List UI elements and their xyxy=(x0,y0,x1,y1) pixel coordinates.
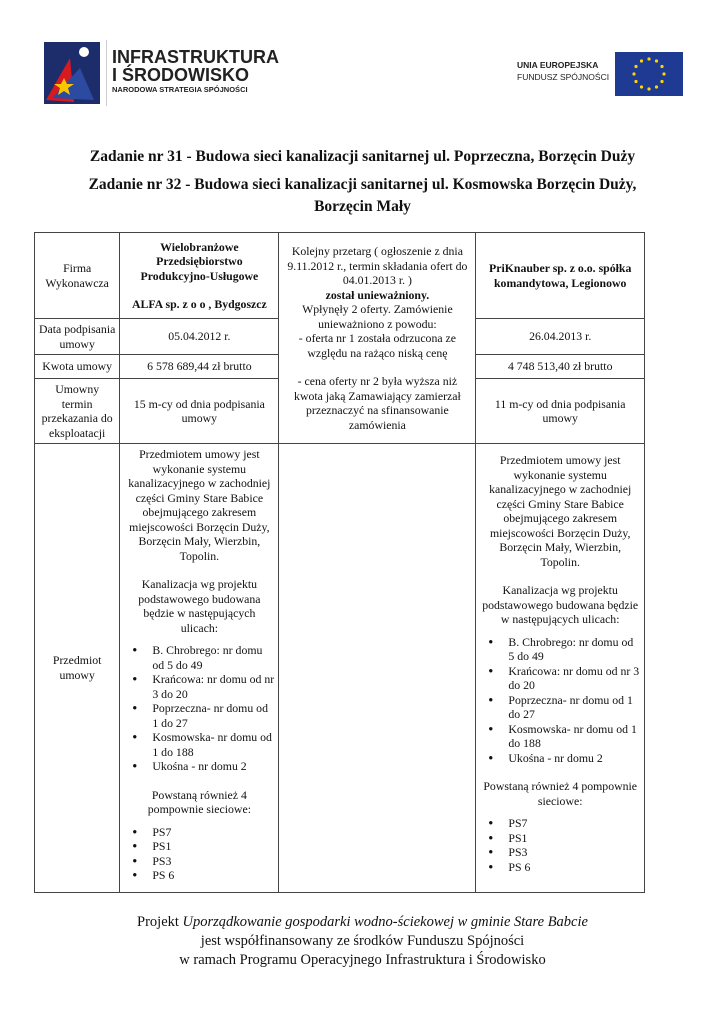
list-item: ● Krańcowa: nr domu od nr 3 do 20 xyxy=(480,664,640,693)
streets-alfa xyxy=(124,643,274,774)
footer-line2: jest współfinansowany ze środków Funduszu Spójności xyxy=(200,933,525,949)
table-row xyxy=(35,233,645,319)
firma-priknauber: PriKnauber sp. z o.o. spółka komandytowa, Legionowo xyxy=(476,233,645,319)
tender-line3: Wpłynęły 2 oferty. Zamówienie unieważniono z powodu: xyxy=(302,302,453,331)
data-priknauber: 26.04.2013 r. xyxy=(476,319,645,355)
eu-cohesion-fund-logo xyxy=(517,38,685,108)
przedmiot-priknauber-kanalizacja: Kanalizacja wg projektu podstawowego budowana będzie w następujących ulicach: xyxy=(482,583,639,626)
title-task-32-line1: Zadanie nr 32 - Budowa sieci kanalizacji sanitarnej ul. Kosmowska Borzęcin Duży, xyxy=(88,176,637,193)
title-task-32 xyxy=(0,174,725,218)
label-przedmiot: Przedmiot umowy xyxy=(35,444,120,893)
list-item: ● B. Chrobrego: nr domu od 5 do 49 xyxy=(480,635,640,664)
przedmiot-priknauber-intro: Przedmiotem umowy jest wykonanie systemu kanalizacyjnego w zachodniej części Gminy Stare Babice obejmującego zakresem miejscowości Borzęcin Duży, Borzęcin Mały, Wierzbin, Topolin. xyxy=(489,453,632,569)
tender-line1: Kolejny przetarg ( ogłoszenie z dnia 9.11.2012 r., termin składania ofert do 04.01.2013 r. ) xyxy=(287,244,468,287)
logo-line1: INFRASTRUKTURA xyxy=(112,47,279,67)
kwota-alfa: 6 578 689,44 zł brutto xyxy=(120,355,279,379)
footer-line3: w ramach Programu Operacyjnego Infrastruktura i Środowisko xyxy=(179,952,546,968)
list-item: ● Ukośna - nr domu 2 xyxy=(480,751,640,766)
label-termin: Umowny termin przekazania do eksploatacji xyxy=(35,379,120,444)
logo-line3: NARODOWA STRATEGIA SPÓJNOŚCI xyxy=(112,85,248,94)
przedmiot-alfa-kanalizacja: Kanalizacja wg projektu podstawowego budowana będzie w następujących ulicach: xyxy=(138,577,261,635)
list-item: ● Ukośna - nr domu 2 xyxy=(124,759,274,774)
streets-priknauber xyxy=(480,635,640,766)
przedmiot-priknauber-pompownie: Powstaną również 4 pompownie sieciowe: xyxy=(483,779,638,808)
firma-alfa-name: Wielobranżowe Przedsiębiorstwo Produkcyjno-Usługowe xyxy=(140,239,259,283)
list-item: ● PS3 xyxy=(124,854,274,869)
footer-line1 xyxy=(0,913,725,932)
przedmiot-alfa xyxy=(120,444,279,893)
tender-line4: - oferta nr 1 została odrzucona ze względu na rażąco niską cenę xyxy=(298,331,457,360)
list-item: ● PS 6 xyxy=(124,868,274,883)
list-item: ● PS7 xyxy=(480,816,640,831)
infrastruktura-logo xyxy=(40,38,279,108)
firma-alfa-city: ALFA sp. z o o , Bydgoszcz xyxy=(131,297,267,311)
stations-priknauber xyxy=(480,816,640,874)
list-item: ● Poprzeczna- nr domu od 1 do 27 xyxy=(124,701,274,730)
list-item: ● B. Chrobrego: nr domu od 5 do 49 xyxy=(124,643,274,672)
list-item: ● PS7 xyxy=(124,825,274,840)
title-task-32-line2: Borzęcin Mały xyxy=(314,198,411,215)
table-row xyxy=(35,444,645,893)
tender-line2: został unieważniony. xyxy=(325,287,430,302)
list-item: ● Kosmowska- nr domu od 1 do 188 xyxy=(480,722,640,751)
label-firma: Firma Wykonawcza xyxy=(35,233,120,319)
footer-prefix: Projekt xyxy=(137,914,183,930)
list-item: ● Poprzeczna- nr domu od 1 do 27 xyxy=(480,693,640,722)
przedmiot-priknauber xyxy=(476,444,645,893)
footer-project-name: Uporządkowanie gospodarki wodno-ściekowej w gminie Stare Babcie xyxy=(182,914,588,930)
list-item: ● PS3 xyxy=(480,845,640,860)
project-footer xyxy=(0,913,725,970)
stations-alfa xyxy=(124,825,274,883)
termin-priknauber: 11 m-cy od dnia podpisania umowy xyxy=(476,379,645,444)
label-data: Data podpisania umowy xyxy=(35,319,120,355)
list-item: ● PS 6 xyxy=(480,860,640,875)
eu-line1: UNIA EUROPEJSKA xyxy=(517,60,599,70)
data-alfa: 05.04.2012 r. xyxy=(120,319,279,355)
przedmiot-alfa-pompownie: Powstaną również 4 pompownie sieciowe: xyxy=(147,787,251,816)
tender-line5: - cena oferty nr 2 była wyższa niż kwota jaką Zamawiający zamierzał przeznaczyć na sfinansowanie zamówienia xyxy=(294,374,461,432)
label-kwota: Kwota umowy xyxy=(35,355,120,379)
title-task-31: Zadanie nr 31 - Budowa sieci kanalizacji sanitarnej ul. Poprzeczna, Borzęcin Duży xyxy=(89,148,636,165)
tender-cancelled-note xyxy=(279,233,476,444)
firma-alfa xyxy=(120,233,279,319)
eu-line2: FUNDUSZ SPÓJNOŚCI xyxy=(517,72,610,82)
contracts-table xyxy=(34,232,645,893)
przedmiot-alfa-intro: Przedmiotem umowy jest wykonanie systemu kanalizacyjnego w zachodniej części Gminy Stare Babice obejmującego zakresem miejscowości Borzęcin Duży, Borzęcin Mały, Wierzbin, Topolin. xyxy=(128,447,271,563)
list-item: ● Kosmowska- nr domu od 1 do 188 xyxy=(124,730,274,759)
list-item: ● PS1 xyxy=(480,831,640,846)
eu-flag-icon xyxy=(615,52,683,96)
kwota-priknauber: 4 748 513,40 zł brutto xyxy=(476,355,645,379)
list-item: ● Krańcowa: nr domu od nr 3 do 20 xyxy=(124,672,274,701)
logo-line2: I ŚRODOWISKO xyxy=(112,65,250,85)
termin-alfa: 15 m-cy od dnia podpisania umowy xyxy=(120,379,279,444)
empty-cell xyxy=(279,444,476,893)
list-item: ● PS1 xyxy=(124,839,274,854)
